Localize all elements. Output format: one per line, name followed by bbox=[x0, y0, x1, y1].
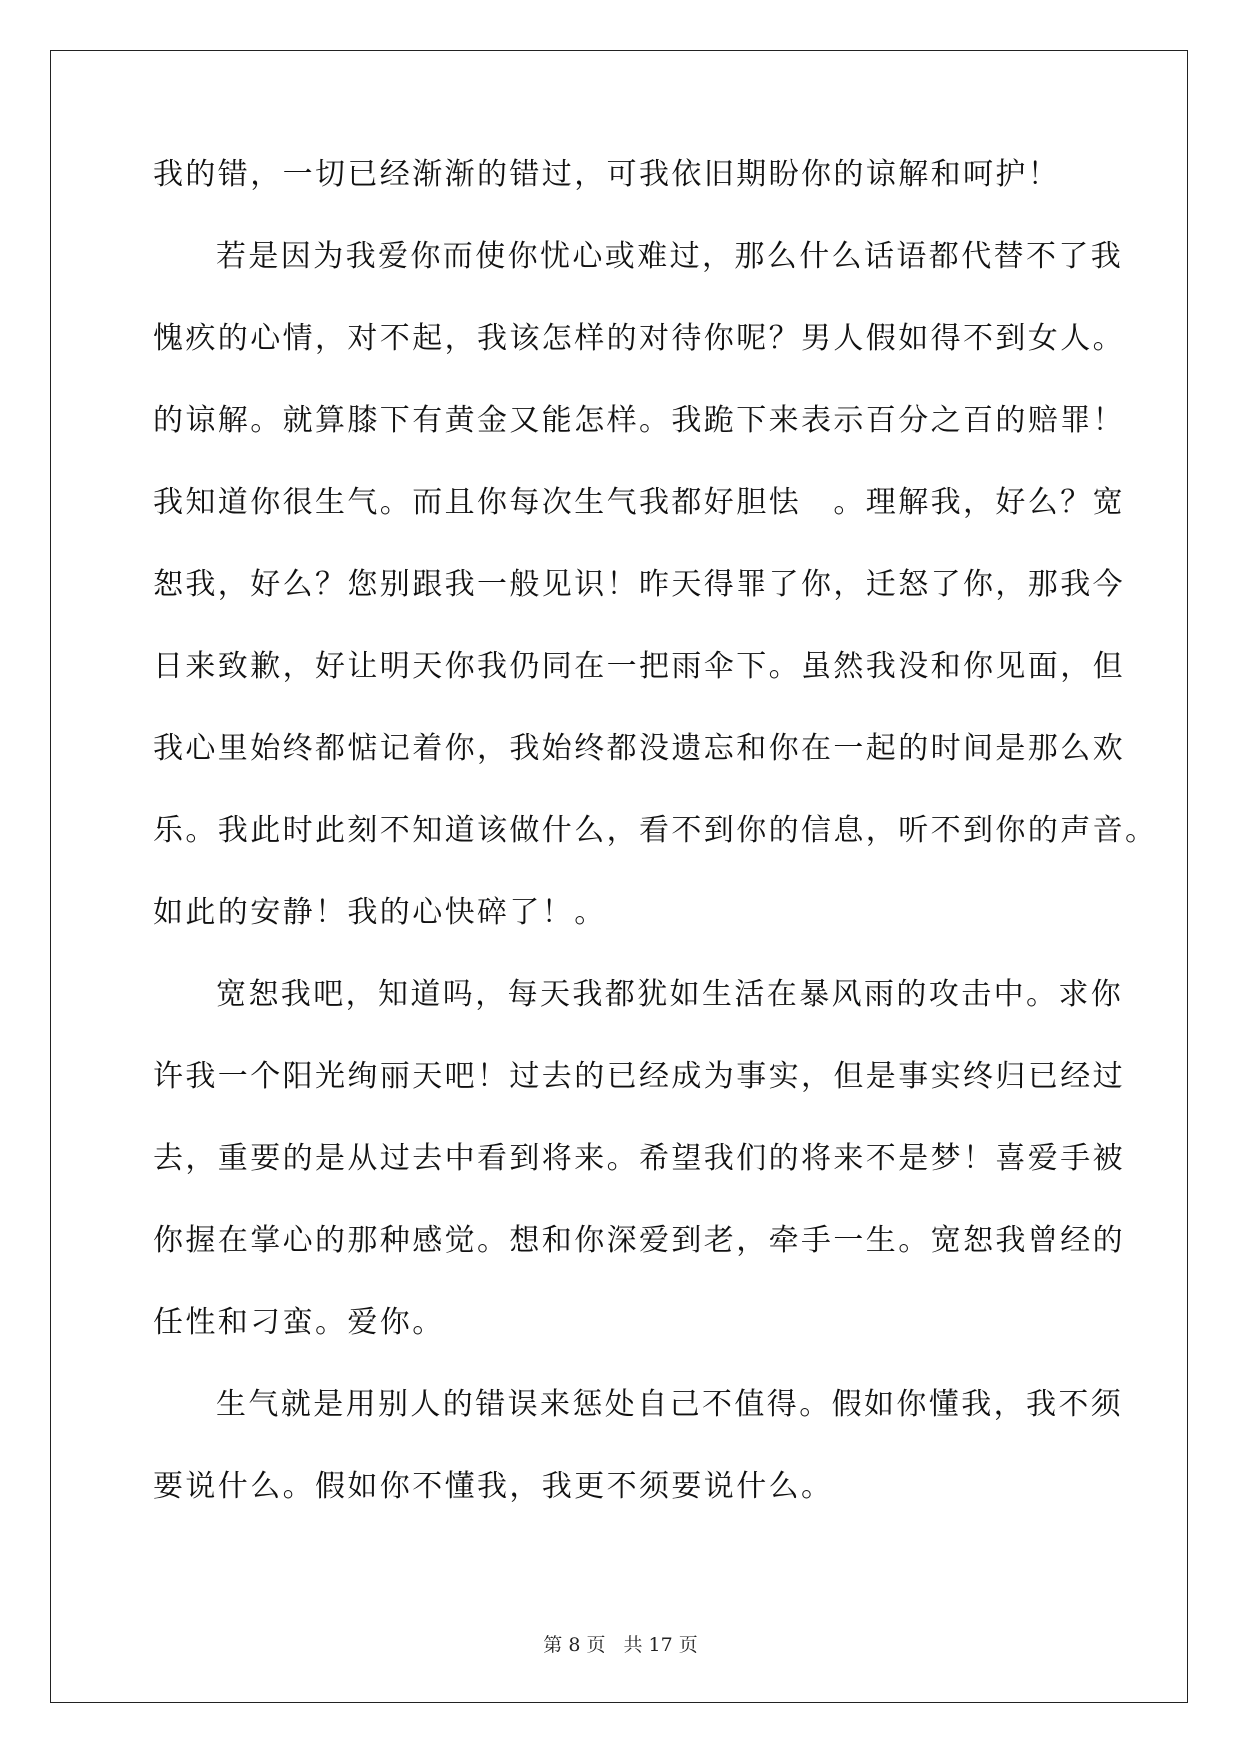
text-line: 去，重要的是从过去中看到将来。希望我们的将来不是梦！喜爱手被 bbox=[153, 1141, 1125, 1176]
page-total: 共 17 页 bbox=[623, 1634, 698, 1656]
text-line: 若是因为我爱你而使你忧心或难过，那么什么话语都代替不了我 bbox=[216, 239, 1124, 274]
document-body bbox=[153, 157, 1158, 1554]
text-line: 你握在掌心的那种感觉。想和你深爱到老，牵手一生。宽恕我曾经的 bbox=[153, 1223, 1125, 1258]
text-line: 任性和刁蛮。爱你。 bbox=[153, 1305, 445, 1340]
page-footer bbox=[0, 1630, 1241, 1657]
text-line: 愧疚的心情，对不起，我该怎样的对待你呢？男人假如得不到女人。 bbox=[153, 321, 1125, 356]
text-line: 日来致歉，好让明天你我仍同在一把雨伞下。虽然我没和你见面，但 bbox=[153, 649, 1125, 684]
text-line: 宽恕我吧，知道吗，每天我都犹如生活在暴风雨的攻击中。求你 bbox=[216, 977, 1124, 1012]
text-line: 的谅解。就算膝下有黄金又能怎样。我跪下来表示百分之百的赔罪！ bbox=[153, 403, 1125, 438]
page-number: 第 8 页 bbox=[543, 1634, 606, 1656]
text-line: 许我一个阳光绚丽天吧！过去的已经成为事实，但是事实终归已经过 bbox=[153, 1059, 1125, 1094]
text-line: 我知道你很生气。而且你每次生气我都好胆怯 。理解我，好么？宽 bbox=[153, 485, 1125, 520]
text-line: 生气就是用别人的错误来惩处自己不值得。假如你懂我，我不须 bbox=[216, 1387, 1124, 1422]
text-line: 我的错，一切已经渐渐的错过，可我依旧期盼你的谅解和呵护！ bbox=[153, 157, 1061, 192]
text-line: 恕我，好么？您别跟我一般见识！昨天得罪了你，迁怒了你，那我今 bbox=[153, 567, 1125, 602]
text-line: 如此的安静！我的心快碎了！。 bbox=[153, 895, 607, 930]
text-line: 我心里始终都惦记着你，我始终都没遗忘和你在一起的时间是那么欢 bbox=[153, 731, 1125, 766]
text-line: 要说什么。假如你不懂我，我更不须要说什么。 bbox=[153, 1469, 834, 1504]
text-line: 乐。我此时此刻不知道该做什么，看不到你的信息，听不到你的声音。 bbox=[153, 813, 1158, 848]
